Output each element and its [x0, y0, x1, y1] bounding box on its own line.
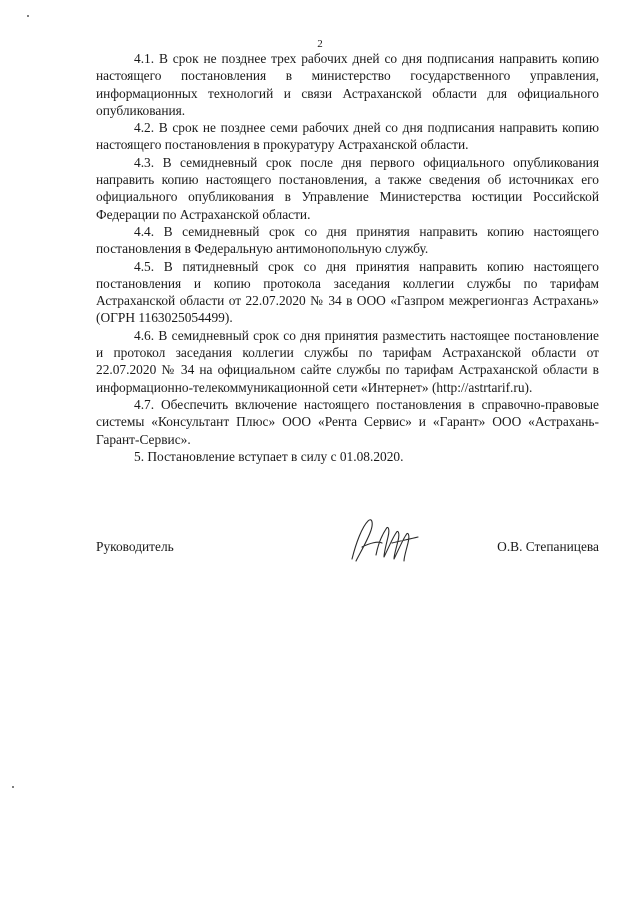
- signature-block: [96, 535, 599, 575]
- paragraph-4-6: 4.6. В семидневный срок со дня принятия разместить настоящее постановление и протокол заседания коллегии службы по тарифам Астраханской области от 22.07.2020 № 34 на официальном сайте службы по тарифам Астраханской области в информационно-телекоммуникационной сети «Интернет» (http://astrtarif.ru).: [96, 327, 599, 395]
- paragraph-4-4: 4.4. В семидневный срок со дня принятия направить копию настоящего постановления в Федеральную антимонопольную службу.: [96, 223, 599, 257]
- signatory-title: Руководитель: [96, 539, 174, 554]
- paragraph-5: 5. Постановление вступает в силу с 01.08.2020.: [134, 448, 404, 464]
- paragraph-4-2: 4.2. В срок не позднее семи рабочих дней со дня подписания направить копию настоящего постановления в прокуратуру Астраханской области.: [96, 120, 599, 153]
- scan-speck: [27, 15, 29, 17]
- page-number: 2: [317, 38, 323, 50]
- paragraph-4-5: 4.5. В пятидневный срок со дня принятия направить копию настоящего постановления и копию протокола заседания коллегии службы по тарифам Астраханской области от 22.07.2020 № 34 в ООО «Газпром межрегионгаз Астрахань» (ОГРН 1163025054499).: [96, 258, 599, 326]
- paragraph-4-7: 4.7. Обеспечить включение настоящего постановления в справочно-правовые системы «Консультант Плюс» ООО «Рента Сервис» и «Гарант» ООО «Астрахань-Гарант-Сервис».: [96, 396, 599, 447]
- document-body: [96, 50, 599, 465]
- signatory-name: О.В. Степаницева: [497, 539, 599, 554]
- paragraph-4-1: 4.1. В срок не позднее трех рабочих дней со дня подписания направить копию настоящего постановления в министерство государственного управления, информационных технологий и связи Астраханской области для официального опубликования.: [96, 51, 599, 118]
- scan-speck: [12, 786, 14, 788]
- paragraph-4-3: 4.3. В семидневный срок после дня первого официального опубликования направить копию настоящего постановления, а также сведения об источниках его официального опубликования в Управление Министерства юстиции Российской Федерации по Астраханской области.: [96, 154, 599, 222]
- handwritten-signature: [348, 513, 420, 569]
